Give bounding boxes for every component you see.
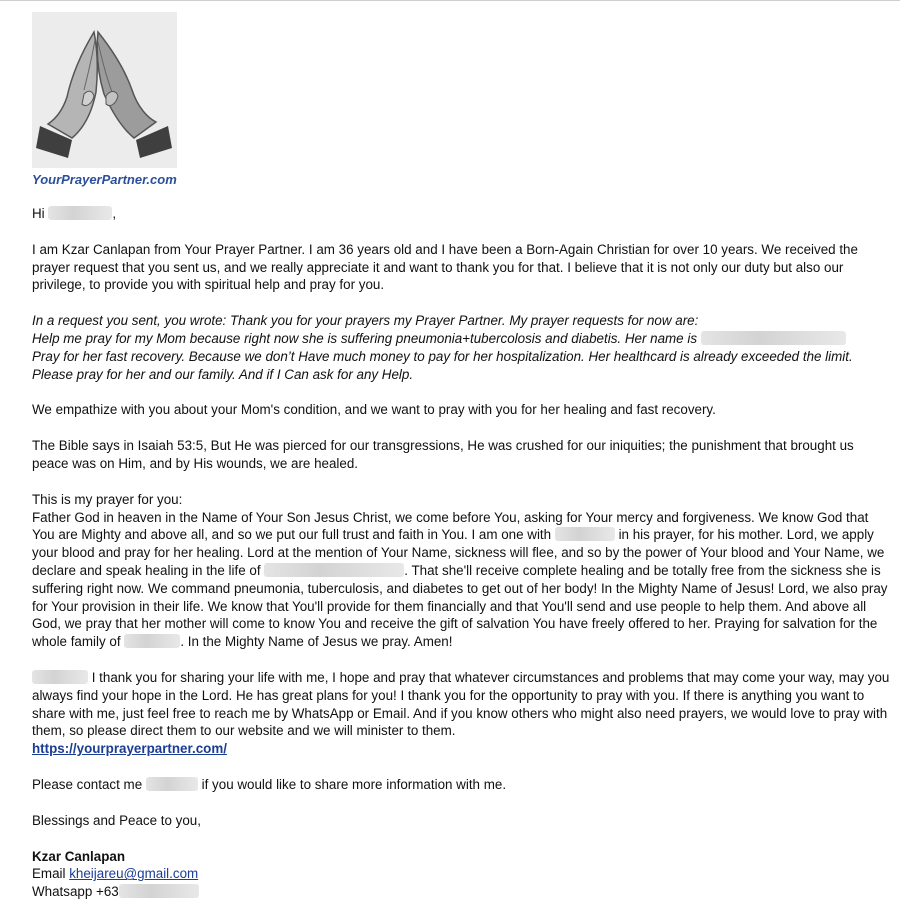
greeting-suffix: , [112, 206, 117, 221]
redacted-recipient-name [32, 670, 88, 684]
greeting [32, 205, 892, 223]
empathy-paragraph: We empathize with you about your Mom's condition, and we want to pray with you for her healing and fast recovery. [32, 402, 716, 418]
signature-block [32, 848, 892, 901]
bible-paragraph: The Bible says in Isaiah 53:5, But He was pierced for our transgressions, He was crushed for our iniquities; the punishment that brought us peace was on Him, and by His wounds, we are healed. [32, 438, 854, 471]
signature-whatsapp-row [32, 883, 892, 901]
signature-email-label: Email [32, 866, 66, 882]
closing-text: I thank you for sharing your life with me, I hope and pray that whatever circumstances and problems that may come your way, may you always find your hope in the Lord. He has great plans for you! I thank you for the opportunity to pray with you. If there is anything you want to share with me, just feel free to reach me by WhatsApp or Email. And if you know others who might also need prayers, we would love to pray with them, so please direct them to our website and we will minister to them. [32, 669, 890, 739]
contact-prefix: Please contact me [32, 776, 143, 792]
praying-hands-icon [32, 12, 177, 168]
closing-paragraph [32, 669, 892, 758]
request-line-2: Help me pray for my Mom because right now she is suffering pneumonia+tubercolosis and diabetis. Her name is [32, 330, 698, 346]
request-line-1: In a request you sent, you wrote: Thank you for your prayers my Prayer Partner. My prayer requests for now are: [32, 313, 699, 329]
redacted-recipient-name [48, 206, 112, 220]
prayer-heading: This is my prayer for you: [32, 491, 183, 507]
redacted-mother-name [701, 331, 846, 345]
signature-email-row [32, 865, 892, 883]
prayer-paragraph [32, 491, 892, 651]
contact-suffix: if you would like to share more information with me. [201, 776, 507, 792]
logo-image [32, 12, 177, 168]
brand-name: YourPrayerPartner.com [32, 172, 177, 187]
prayer-part-2: in his prayer, for his mother. Lord, we apply your blood and pray for her healing. Lord at the mention of Your Name, sickness will flee, and so by the power of Your blood and Your Name, we declare and speak healing in the life of [32, 527, 885, 578]
request-rest: Pray for her fast recovery. Because we don’t Have much money to pay for her hospitalization. Her healthcard is already exceeded the limit. Please pray for her and our family. And if I Can ask for any Help. [32, 348, 853, 382]
signature-name: Kzar Canlapan [32, 848, 126, 864]
greeting-prefix: Hi [32, 206, 45, 221]
redacted-contact-name [146, 777, 198, 791]
signature-email-link[interactable]: kheijareu@gmail.com [69, 866, 199, 882]
redacted-family-name [124, 634, 180, 648]
contact-paragraph [32, 776, 892, 794]
prayer-part-3: . That she'll receive complete healing and be totally free from the sickness she is suffering right now. We command pneumonia, tuberculosis, and diabetes to get out of her body! In the Mighty Name of Jesus! Lord, we also pray for Your provision in their life. We know that You'll provide for them financially and that You'll send and use people to help them. And above all God, we pray that her mother will come to know You and receive the gift of salvation You have freely offered to her. Praying for salvation for the whole family of [32, 562, 888, 650]
redacted-mother-name [264, 563, 404, 577]
prayer-part-4: . In the Mighty Name of Jesus we pray. Amen! [180, 634, 453, 650]
top-divider [0, 0, 900, 1]
redacted-phone-number [119, 884, 199, 898]
redacted-requester-name [555, 527, 615, 541]
website-link[interactable]: https://yourprayerpartner.com/ [32, 741, 227, 757]
blessing-line: Blessings and Peace to you, [32, 812, 201, 828]
signature-whatsapp-label: Whatsapp +63 [32, 884, 119, 900]
email-body [32, 205, 892, 901]
request-quote [32, 312, 892, 383]
prayer-part-1: Father God in heaven in the Name of Your Son Jesus Christ, we come before You, asking for Your mercy and forgiveness. We know God that You are Mighty and above all, and so we put our full trust and faith in You. I am one with [32, 509, 869, 543]
intro-paragraph: I am Kzar Canlapan from Your Prayer Partner. I am 36 years old and I have been a Born-Again Christian for over 10 years. We received the prayer request that you sent us, and we really appreciate it and want to thank you for that. I believe that it is not only our duty but also our privilege, to provide you with spiritual help and pray for you. [32, 241, 858, 293]
